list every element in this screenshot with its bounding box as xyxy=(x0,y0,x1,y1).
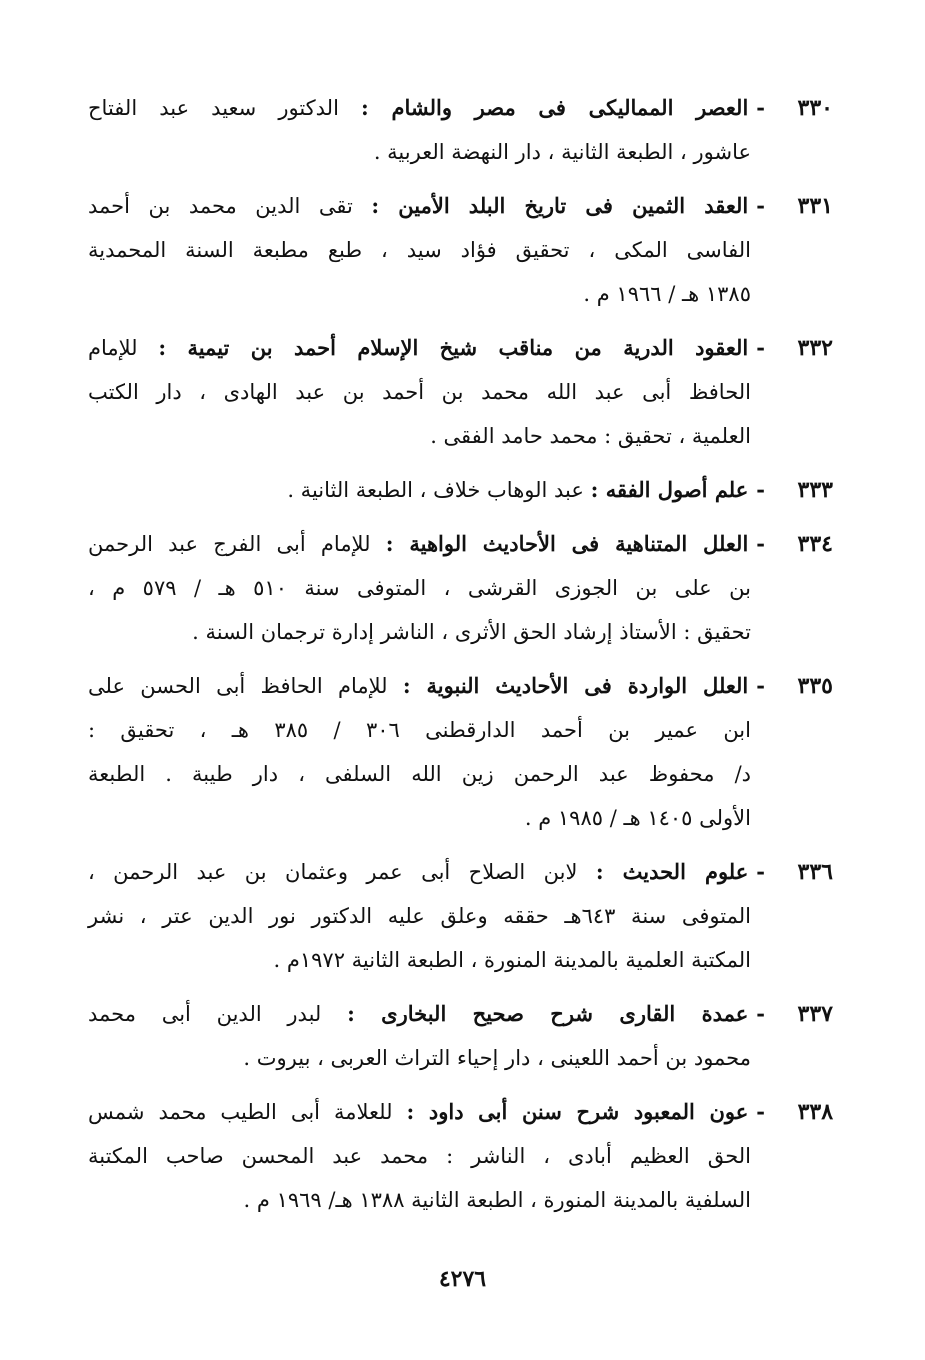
entry-first-line xyxy=(0,992,925,1036)
entry-number: ٣٣٢ xyxy=(797,335,833,361)
entry-dash: - xyxy=(756,335,765,360)
entry-line: د/ محفوظ عبد الرحمن زين الله السلفى ، دار طيبة . الطبعة xyxy=(88,762,751,786)
entry-line: ابن عمير بن أحمد الدارقطنى ٣٠٦ / ٣٨٥ هـ ، تحقيق : xyxy=(88,718,751,742)
entry-number: ٣٣٧ xyxy=(797,1001,833,1027)
entry-number: ٣٣٨ xyxy=(797,1099,834,1125)
entry-first-line xyxy=(0,850,925,894)
bibliography-entry-334 xyxy=(0,522,925,654)
entry-number: ٣٣٥ xyxy=(797,673,833,699)
entry-first-line xyxy=(0,326,925,370)
entry-text: للإمام أبى الفرج عبد الرحمن xyxy=(88,532,371,556)
entry-text: للعلامة أبى الطيب محمد شمس xyxy=(88,1100,393,1124)
bibliography-entry-333 xyxy=(0,468,925,512)
entry-text: عبد الوهاب خلاف ، الطبعة الثانية . xyxy=(287,478,584,502)
entry-line: الأولى ١٤٠٥ هـ / ١٩٨٥ م . xyxy=(524,806,751,830)
entry-line: السلفية بالمدينة المنورة ، الطبعة الثانية ١٣٨٨ هـ/ ١٩٦٩ م . xyxy=(243,1188,751,1212)
bibliography-entry-331 xyxy=(0,184,925,316)
entry-first-line xyxy=(0,522,925,566)
entry-number: ٣٣٠ xyxy=(797,95,833,121)
bibliography-entry-332 xyxy=(0,326,925,458)
entry-title: العلل المتناهية فى الأحاديث الواهية : xyxy=(385,531,749,556)
entry-line: تحقيق : الأستاذ إرشاد الحق الأثرى ، الناشر إدارة ترجمان السنة . xyxy=(192,620,751,644)
bibliography-entry-337 xyxy=(0,992,925,1080)
entry-dash: - xyxy=(756,859,765,884)
entry-line: المكتبة العلمية بالمدينة المنورة ، الطبعة الثانية ١٩٧٢م . xyxy=(273,948,751,972)
entry-text: لابن الصلاح أبى عمر وعثمان بن عبد الرحمن ، xyxy=(88,860,578,884)
entry-line: عاشور ، الطبعة الثانية ، دار النهضة العربية . xyxy=(373,140,751,164)
entry-line: العلمية ، تحقيق : محمد حامد الفقى . xyxy=(430,424,751,448)
entry-title: علم أصول الفقه : xyxy=(590,477,749,502)
entry-dash: - xyxy=(756,1099,766,1124)
entry-text: لبدر الدين أبى محمد xyxy=(88,1002,322,1026)
entry-number: ٣٣١ xyxy=(797,193,833,219)
bibliography-entry-335 xyxy=(0,664,925,840)
entry-dash: - xyxy=(756,673,765,698)
entry-text: للإمام xyxy=(88,336,138,360)
entry-title: العقود الدرية من مناقب شيخ الإسلام أحمد بن تيمية : xyxy=(158,335,749,360)
entry-first-line xyxy=(0,184,925,228)
entry-number: ٣٣٤ xyxy=(797,531,833,557)
entry-line: الحق العظيم أبادى ، الناشر : محمد عبد المحسن صاحب المكتبة xyxy=(88,1144,751,1168)
entry-dash: - xyxy=(756,477,765,502)
entry-title: العصر المماليكى فى مصر والشام : xyxy=(361,95,749,120)
entry-line: بن على بن الجوزى القرشى ، المتوفى سنة ٥١٠ هـ / ٥٧٩ م ، xyxy=(88,576,751,600)
entry-dash: - xyxy=(756,1001,765,1026)
entry-first-line xyxy=(0,86,925,130)
entry-line: الحافظ أبى عبد الله محمد بن أحمد بن عبد الهادى ، دار الكتب xyxy=(88,380,751,404)
entry-title: علوم الحديث : xyxy=(595,859,749,884)
entry-title: عون المعبود شرح سنن أبى داود : xyxy=(406,1099,749,1124)
entry-text: الدكتور سعيد عبد الفتاح xyxy=(88,96,339,120)
entry-number: ٣٣٦ xyxy=(797,859,833,885)
entry-first-line xyxy=(0,1090,925,1134)
entry-first-line xyxy=(0,468,925,512)
entry-text: تقى الدين محمد بن أحمد xyxy=(88,194,353,218)
entry-first-line xyxy=(0,664,925,708)
entry-line: ١٣٨٥ هـ / ١٩٦٦ م . xyxy=(583,282,751,306)
bibliography-list xyxy=(0,86,925,1222)
bibliography-entry-336 xyxy=(0,850,925,982)
entry-line: محمود بن أحمد اللعينى ، دار إحياء التراث العربى ، بيروت . xyxy=(243,1046,751,1070)
entry-dash: - xyxy=(756,95,765,120)
entry-line: الفاسى المكى ، تحقيق فؤاد سيد ، طبع مطبعة السنة المحمدية xyxy=(88,238,751,262)
entry-dash: - xyxy=(756,193,765,218)
page-number: ٤٢٧٦ xyxy=(438,1266,487,1292)
entry-line: المتوفى سنة ٦٤٣هـ حققه وعلق عليه الدكتور نور الدين عتر ، نشر xyxy=(88,904,751,928)
entry-number: ٣٣٣ xyxy=(797,477,833,503)
entry-title: العقد الثمين فى تاريخ البلد الأمين : xyxy=(371,193,749,218)
entry-text: للإمام الحافظ أبى الحسن على xyxy=(88,674,388,698)
entry-dash: - xyxy=(756,531,765,556)
bibliography-entry-338 xyxy=(0,1090,925,1222)
entry-title: عمدة القارى شرح صحيح البخارى : xyxy=(347,1001,749,1026)
entry-title: العلل الواردة فى الأحاديث النبوية : xyxy=(402,673,749,698)
bibliography-entry-330 xyxy=(0,86,925,174)
